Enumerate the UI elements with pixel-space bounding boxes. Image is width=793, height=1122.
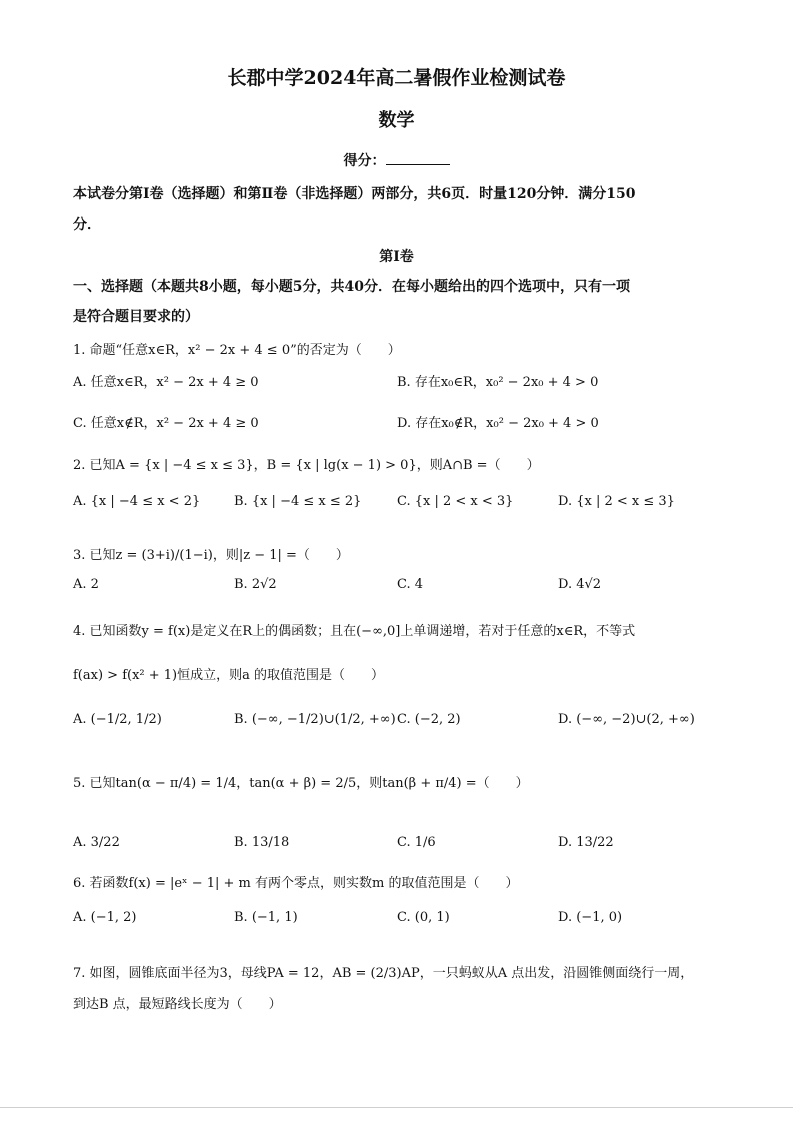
question-4-stem-2: f(ax) > f(x² + 1)恒成立，则a 的取值范围是（ ） bbox=[73, 668, 385, 683]
question-1-option-a[interactable]: A. 任意x∈R，x² − 2x + 4 ≥ 0 bbox=[73, 375, 259, 390]
question-5-option-d[interactable]: D. 13/22 bbox=[558, 835, 614, 850]
question-1-stem: 1. 命题“任意x∈R，x² − 2x + 4 ≤ 0”的否定为（ ） bbox=[73, 343, 401, 358]
score-blank bbox=[386, 150, 450, 165]
intro-line-1: 本试卷分第Ⅰ卷（选择题）和第Ⅱ卷（非选择题）两部分，共6页．时量120分钟．满分150 bbox=[73, 186, 636, 202]
question-5-option-b[interactable]: B. 13/18 bbox=[234, 835, 290, 850]
question-4-option-d[interactable]: D. (−∞, −2)∪(2, +∞) bbox=[558, 712, 695, 727]
question-4-option-a[interactable]: A. (−1/2, 1/2) bbox=[73, 712, 162, 727]
intro-line-2: 分． bbox=[73, 217, 101, 233]
part-title: 第Ⅰ卷 bbox=[379, 249, 414, 265]
question-2-option-c[interactable]: C. {x | 2 < x < 3} bbox=[397, 494, 514, 509]
question-6-option-b[interactable]: B. (−1, 1) bbox=[234, 910, 298, 925]
question-4-option-b[interactable]: B. (−∞, −1/2)∪(1/2, +∞) bbox=[234, 712, 396, 727]
question-3-option-b[interactable]: B. 2√2 bbox=[234, 577, 277, 592]
question-2-stem: 2. 已知A = {x | −4 ≤ x ≤ 3}，B = {x | lg(x − 1) > 0}，则A∩B =（ ） bbox=[73, 458, 540, 473]
question-3-option-a[interactable]: A. 2 bbox=[73, 577, 99, 592]
question-4-option-c[interactable]: C. (−2, 2) bbox=[397, 712, 461, 727]
question-1-option-c[interactable]: C. 任意x∉R，x² − 2x + 4 ≥ 0 bbox=[73, 416, 259, 431]
question-1-option-b[interactable]: B. 存在x₀∈R，x₀² − 2x₀ + 4 > 0 bbox=[397, 375, 599, 390]
question-2-option-b[interactable]: B. {x | −4 ≤ x ≤ 2} bbox=[234, 494, 362, 509]
score-field bbox=[0, 150, 793, 170]
page-title: 长郡中学2024年高二暑假作业检测试卷 bbox=[227, 67, 566, 89]
question-2-option-d[interactable]: D. {x | 2 < x ≤ 3} bbox=[558, 494, 675, 509]
page-bottom-rule bbox=[0, 1107, 793, 1108]
question-6-stem: 6. 若函数f(x) = |eˣ − 1| + m 有两个零点，则实数m 的取值范围是（ ） bbox=[73, 876, 519, 891]
question-3-stem: 3. 已知z = (3+i)/(1−i)，则|z − 1| =（ ） bbox=[73, 548, 349, 563]
question-4-stem-1: 4. 已知函数y = f(x)是定义在R上的偶函数；且在(−∞,0]上单调递增，若对于任意的x∈R，不等式 bbox=[73, 624, 636, 639]
question-3-option-c[interactable]: C. 4 bbox=[397, 577, 424, 592]
question-3-option-d[interactable]: D. 4√2 bbox=[558, 577, 602, 592]
question-5-option-a[interactable]: A. 3/22 bbox=[73, 835, 120, 850]
subject-title: 数学 bbox=[378, 110, 415, 131]
section-heading-2: 是符合题目要求的） bbox=[73, 309, 199, 325]
question-7-stem-1: 7. 如图，圆锥底面半径为3，母线PA = 12，AB = (2/3)AP，一只蚂蚁从A 点出发，沿圆锥侧面绕行一周， bbox=[73, 966, 694, 981]
question-7-stem-2: 到达B 点，最短路线长度为（ ） bbox=[73, 997, 282, 1012]
question-6-option-d[interactable]: D. (−1, 0) bbox=[558, 910, 623, 925]
question-6-option-c[interactable]: C. (0, 1) bbox=[397, 910, 450, 925]
question-6-option-a[interactable]: A. (−1, 2) bbox=[73, 910, 137, 925]
section-heading-1: 一、选择题（本题共8小题，每小题5分，共40分．在每小题给出的四个选项中，只有一项 bbox=[73, 279, 630, 295]
question-5-stem: 5. 已知tan(α − π/4) = 1/4，tan(α + β) = 2/5，则tan(β + π/4) =（ ） bbox=[73, 776, 529, 791]
question-1-option-d[interactable]: D. 存在x₀∉R，x₀² − 2x₀ + 4 > 0 bbox=[397, 416, 599, 431]
score-label: 得分： bbox=[343, 153, 386, 169]
question-5-option-c[interactable]: C. 1/6 bbox=[397, 835, 436, 850]
question-2-option-a[interactable]: A. {x | −4 ≤ x < 2} bbox=[73, 494, 201, 509]
